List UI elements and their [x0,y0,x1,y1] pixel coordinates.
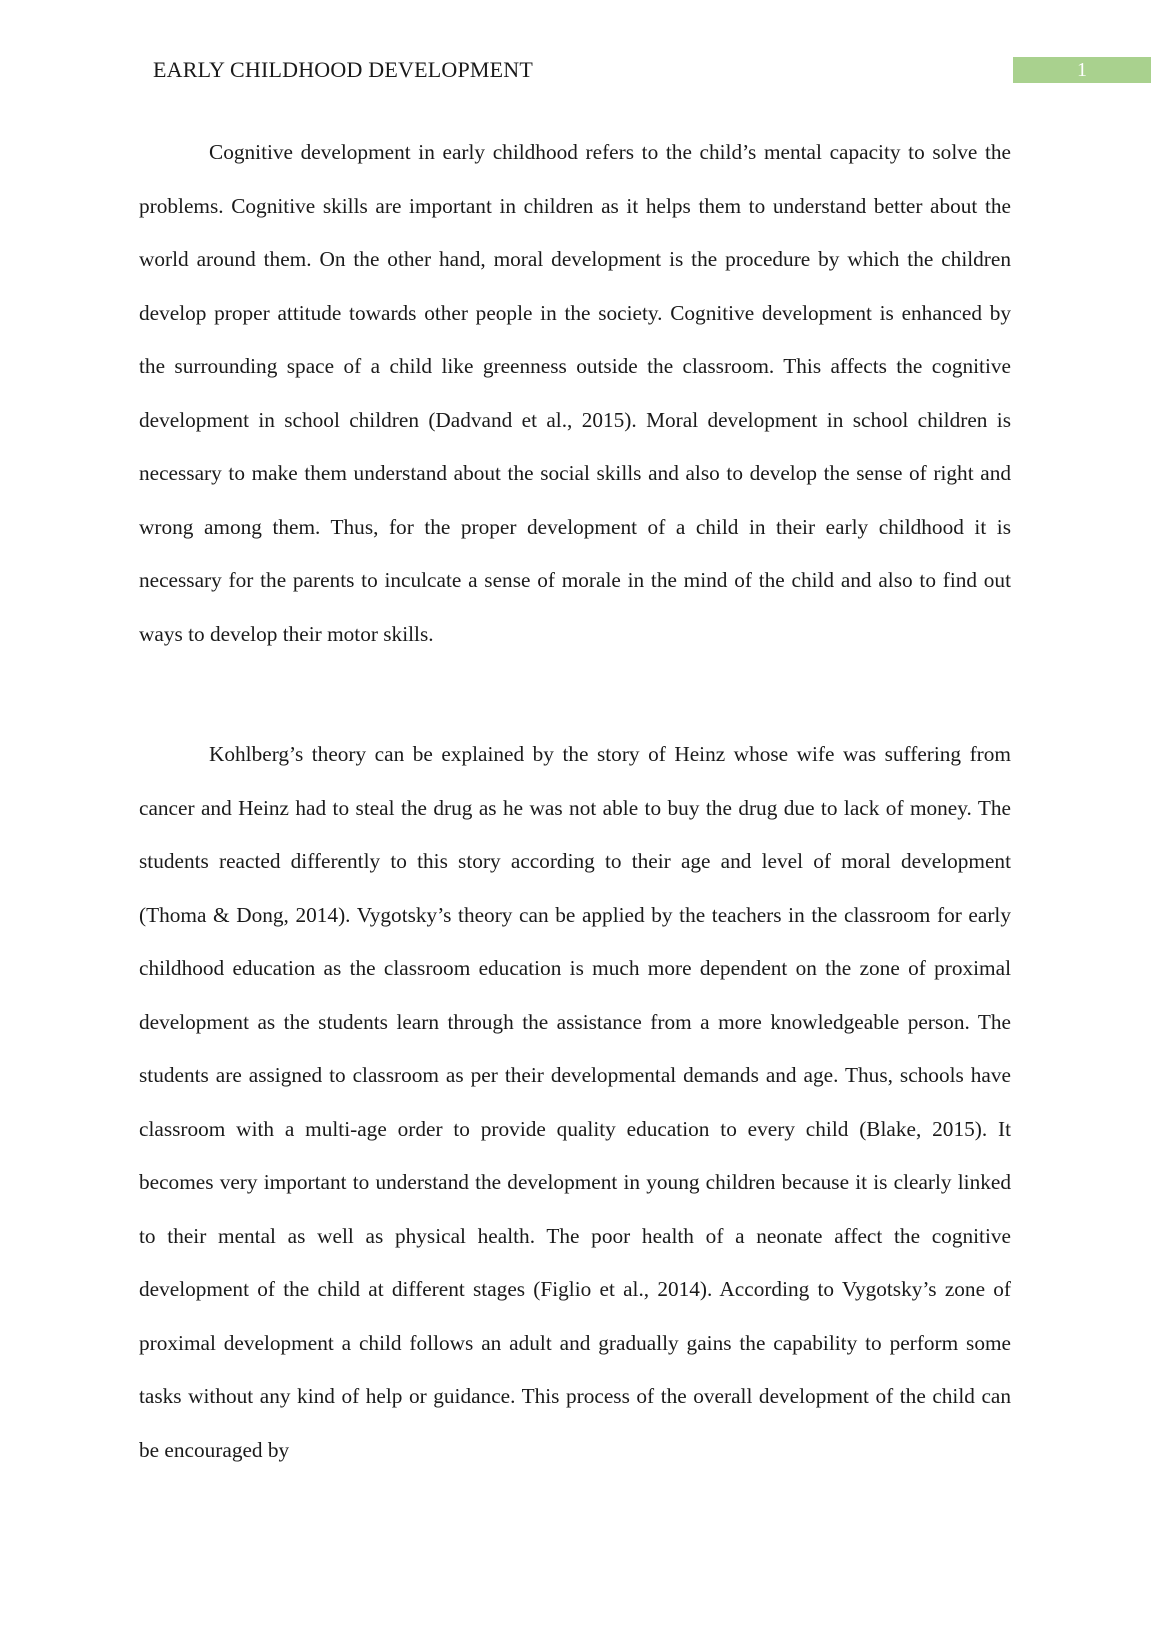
page-number: 1 [1013,57,1151,83]
paragraph-2 [139,728,1011,1477]
paragraph-1 [139,126,1011,661]
paragraph-2-text: Kohlberg’s theory can be explained by the story of Heinz whose wife was suffering from cancer and Heinz had to steal the drug as he was not able to buy the drug due to lack of money. The students reacted differently to this story according to their age and level of moral development (Thoma & Dong, 2014). Vygotsky’s theory can be applied by the teachers in the classroom for early childhood education as the classroom education is much more dependent on the zone of proximal development as the students learn through the assistance from a more knowledgeable person. The students are assigned to classroom as per their developmental demands and age. Thus, schools have classroom with a multi-age order to provide quality education to every child (Blake, 2015). It becomes very important to understand the development in young children because it is clearly linked to their mental as well as physical health. The poor health of a neonate affect the cognitive development of the child at different stages (Figlio et al., 2014). According to Vygotsky’s zone of proximal development a child follows an adult and gradually gains the capability to perform some tasks without any kind of help or guidance. This process of the overall development of the child can be encouraged by [139,742,1011,1462]
running-head: EARLY CHILDHOOD DEVELOPMENT [153,57,534,82]
paragraph-1-text: Cognitive development in early childhood refers to the child’s mental capacity to solve the problems. Cognitive skills are important in children as it helps them to understand better about the world around them. On the other hand, moral development is the procedure by which the children develop proper attitude towards other people in the society. Cognitive development is enhanced by the surrounding space of a child like greenness outside the classroom. This affects the cognitive development in school children (Dadvand et al., 2015). Moral development in school children is necessary to make them understand about the social skills and also to develop the sense of right and wrong among them. Thus, for the proper development of a child in their early childhood it is necessary for the parents to inculcate a sense of morale in the mind of the child and also to find out ways to develop their motor skills. [139,140,1011,646]
